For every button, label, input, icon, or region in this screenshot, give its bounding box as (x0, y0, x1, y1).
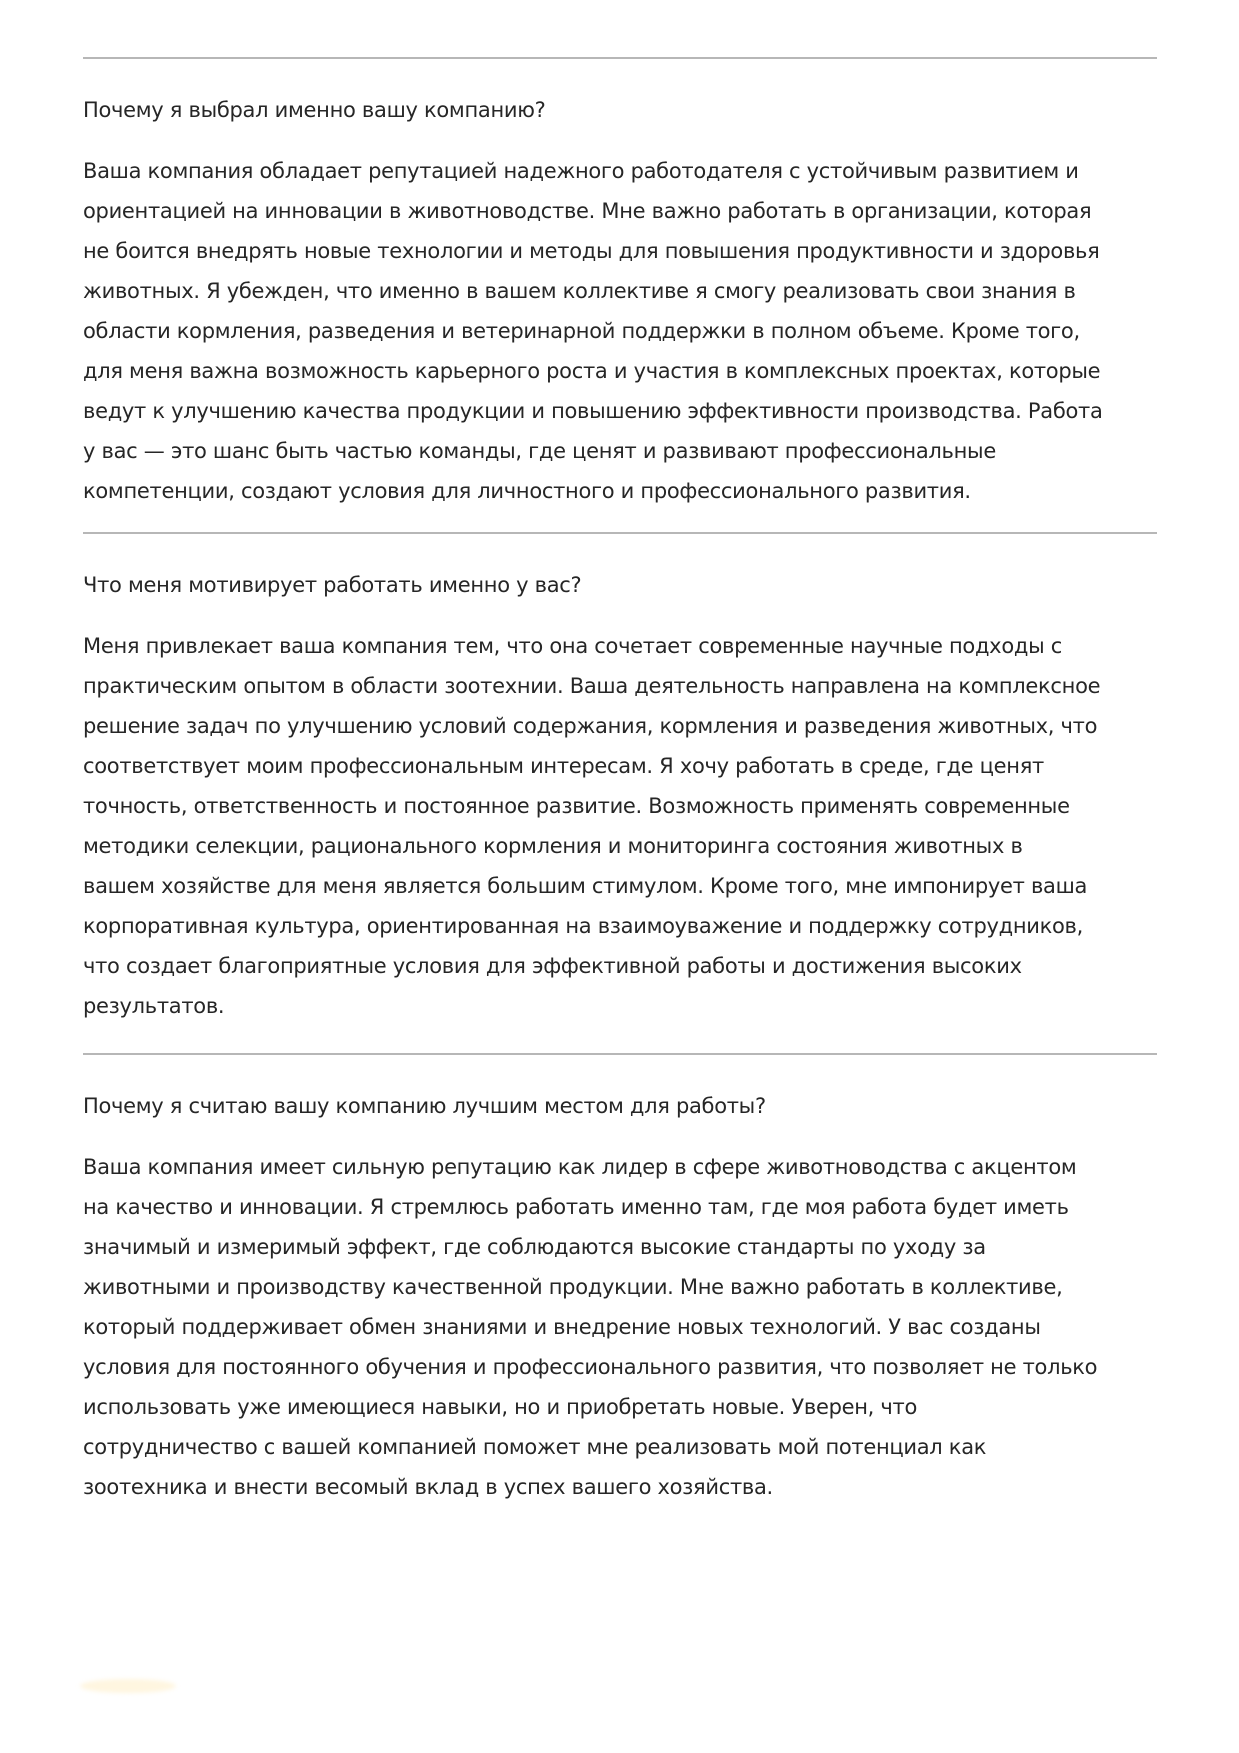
paragraph-line: корпоративная культура, ориентированная на взаимоуважение и поддержку сотрудников, (83, 914, 1084, 938)
section-paragraph (83, 626, 1157, 1026)
section-divider (83, 532, 1157, 534)
paragraph-line: животными и производству качественной продукции. Мне важно работать в коллективе, (83, 1275, 1063, 1299)
section-divider (83, 57, 1157, 59)
paragraph-line: сотрудничество с вашей компанией поможет мне реализовать мой потенциал как (83, 1435, 987, 1459)
paragraph-line: значимый и измеримый эффект, где соблюдаются высокие стандарты по уходу за (83, 1235, 986, 1259)
paragraph-line: у вас — это шанс быть частью команды, где ценят и развивают профессиональные (83, 439, 996, 463)
paragraph-line: точность, ответственность и постоянное развитие. Возможность применять современные (83, 794, 1070, 818)
section-paragraph (83, 151, 1157, 511)
paragraph-line: ориентацией на инновации в животноводстве. Мне важно работать в организации, которая (83, 199, 1092, 223)
section-paragraph (83, 1147, 1157, 1507)
paragraph-line: практическим опытом в области зоотехнии. Ваша деятельность направлена на комплексное (83, 674, 1101, 698)
paragraph-line: Меня привлекает ваша компания тем, что она сочетает современные научные подходы с (83, 634, 1062, 658)
paragraph-line: Ваша компания имеет сильную репутацию как лидер в сфере животноводства с акцентом (83, 1155, 1077, 1179)
section-divider (83, 1053, 1157, 1055)
paragraph-line: вашем хозяйстве для меня является большим стимулом. Кроме того, мне импонирует ваша (83, 874, 1088, 898)
faint-highlight-mark (80, 1679, 176, 1693)
paragraph-line: методики селекции, рационального кормления и мониторинга состояния животных в (83, 834, 1023, 858)
paragraph-line: на качество и инновации. Я стремлюсь работать именно там, где моя работа будет иметь (83, 1195, 1069, 1219)
section-heading: Что меня мотивирует работать именно у вас? (83, 573, 582, 597)
paragraph-line: компетенции, создают условия для личностного и профессионального развития. (83, 479, 971, 503)
paragraph-line: ведут к улучшению качества продукции и повышению эффективности производства. Работа (83, 399, 1103, 423)
paragraph-line: не боится внедрять новые технологии и методы для повышения продуктивности и здоровья (83, 239, 1100, 263)
paragraph-line: зоотехника и внести весомый вклад в успех вашего хозяйства. (83, 1475, 773, 1499)
paragraph-line: результатов. (83, 994, 225, 1018)
paragraph-line: соответствует моим профессиональным интересам. Я хочу работать в среде, где ценят (83, 754, 1044, 778)
paragraph-line: условия для постоянного обучения и профессионального развития, что позволяет не только (83, 1355, 1098, 1379)
paragraph-line: для меня важна возможность карьерного роста и участия в комплексных проектах, которые (83, 359, 1101, 383)
paragraph-line: использовать уже имеющиеся навыки, но и приобретать новые. Уверен, что (83, 1395, 918, 1419)
section-heading: Почему я выбрал именно вашу компанию? (83, 98, 546, 122)
paragraph-line: животных. Я убежден, что именно в вашем коллективе я смогу реализовать свои знания в (83, 279, 1076, 303)
section-heading: Почему я считаю вашу компанию лучшим местом для работы? (83, 1094, 766, 1118)
paragraph-line: что создает благоприятные условия для эффективной работы и достижения высоких (83, 954, 1022, 978)
paragraph-line: Ваша компания обладает репутацией надежного работодателя с устойчивым развитием и (83, 159, 1079, 183)
paragraph-line: который поддерживает обмен знаниями и внедрение новых технологий. У вас созданы (83, 1315, 1041, 1339)
paragraph-line: области кормления, разведения и ветеринарной поддержки в полном объеме. Кроме того, (83, 319, 1080, 343)
paragraph-line: решение задач по улучшению условий содержания, кормления и разведения животных, что (83, 714, 1098, 738)
